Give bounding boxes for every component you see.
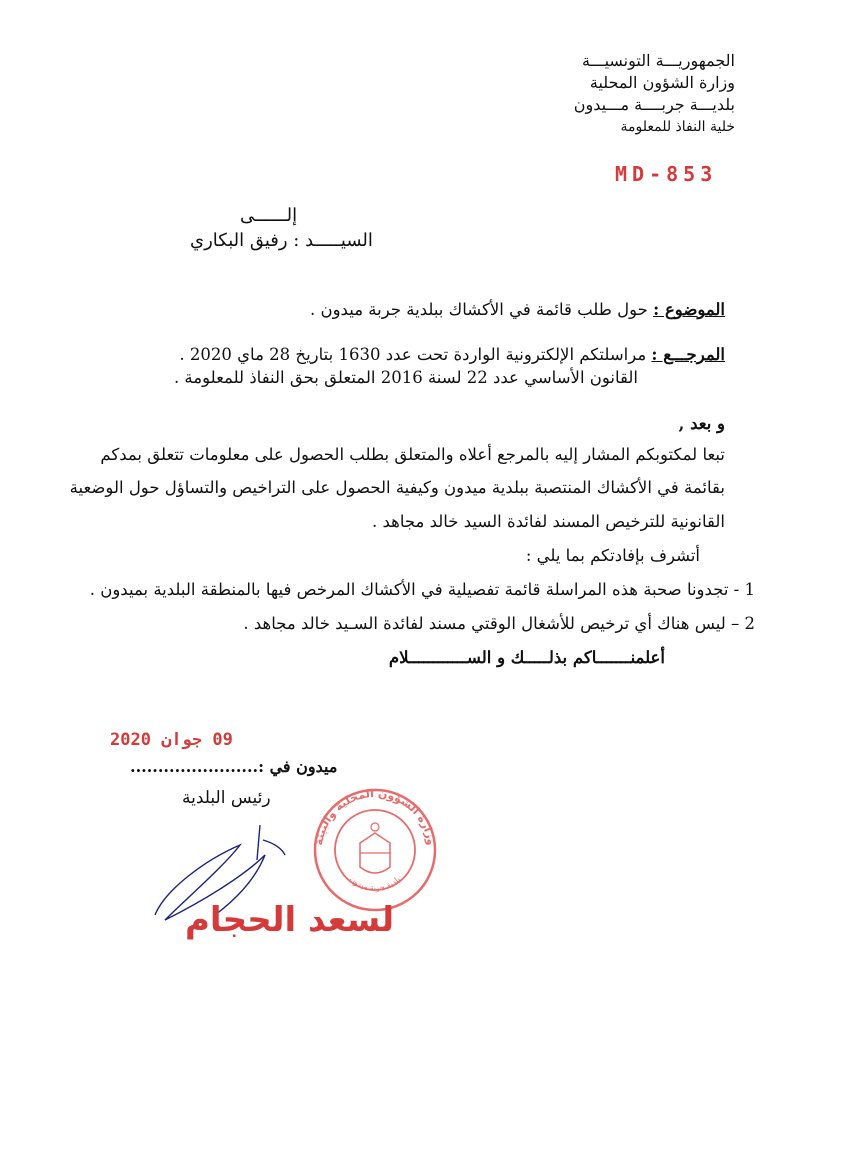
addressee-name: السيـــــد : رفيق البكاري — [190, 230, 373, 251]
place-date-line: ميدون في :....................... — [130, 757, 338, 776]
seal-inner-text: بلدية جربة ميدون — [347, 874, 403, 893]
header-ministry: وزارة الشؤون المحلية — [589, 73, 735, 92]
reference-number-stamp: MD-853 — [615, 162, 718, 186]
intro-line: أتشرف بإفادتكم بما يلي : — [525, 546, 700, 565]
greeting: و بعد , — [678, 414, 725, 433]
list-item-1: 1 - تجدونا صحبة هذه المراسلة قائمة تفصيلية في الأكشاك المرخص فيها بالمنطقة البلدية بميدون . — [89, 580, 755, 599]
svg-text:بلدية جربة ميدون — [348, 874, 402, 892]
header-cell: خلية النفاذ للمعلومة — [620, 119, 735, 135]
closing-line: أعلمنـــــــاكم بذلـــــك و الســــــــــــلام — [388, 648, 665, 667]
reference-text-1: مراسلتكم الإلكترونية الواردة تحت عدد 1630 بتاريخ 28 ماي 2020 . — [179, 345, 652, 364]
subject-text: حول طلب قائمة في الأكشاك ببلدية جربة ميدون . — [309, 300, 654, 319]
signature-name-stamp: لسعد الحجام — [185, 900, 395, 940]
header-block — [574, 50, 735, 138]
reference-label: المرجـــع : — [651, 345, 725, 364]
header-republic: الجمهوريـــة التونسيـــة — [581, 51, 735, 70]
date-stamp: 09 جوان 2020 — [110, 730, 233, 750]
header-municipality: بلديـــة جربــــة مـــيدون — [573, 95, 735, 114]
reference-line-2: القانون الأساسي عدد 22 لسنة 2016 المتعلق بحق النفاذ للمعلومة . — [173, 368, 638, 387]
signatory-title: رئيس البلدية — [182, 788, 271, 808]
svg-text:وزارة الشؤون المحلية والبيئة — [312, 787, 438, 846]
paragraph-line-2: بقائمة في الأكشاك المنتصبة ببلدية ميدون وكيفية الحصول على التراخيص والتساؤل حول الوضعية — [69, 478, 725, 497]
reference-line-1 — [179, 345, 725, 364]
subject-line — [310, 300, 725, 319]
list-item-2: 2 – ليس هناك أي ترخيص للأشغال الوقتي مسند لفائدة السـيد خالد مجاهد . — [243, 614, 755, 633]
subject-label: الموضوع : — [653, 300, 725, 319]
official-seal — [310, 785, 440, 915]
seal-outer-text: وزارة الشؤون المحلية والبيئة — [312, 786, 438, 847]
addressee-to: إلــــــى — [240, 205, 298, 226]
paragraph-line-3: القانونية للترخيص المسند لفائدة السيد خالد مجاهد . — [371, 512, 725, 531]
paragraph-line-1: تبعا لمكتوبكم المشار إليه بالمرجع أعلاه والمتعلق بطلب الحصول على معلومات تتعلق بمدكم — [100, 445, 725, 464]
